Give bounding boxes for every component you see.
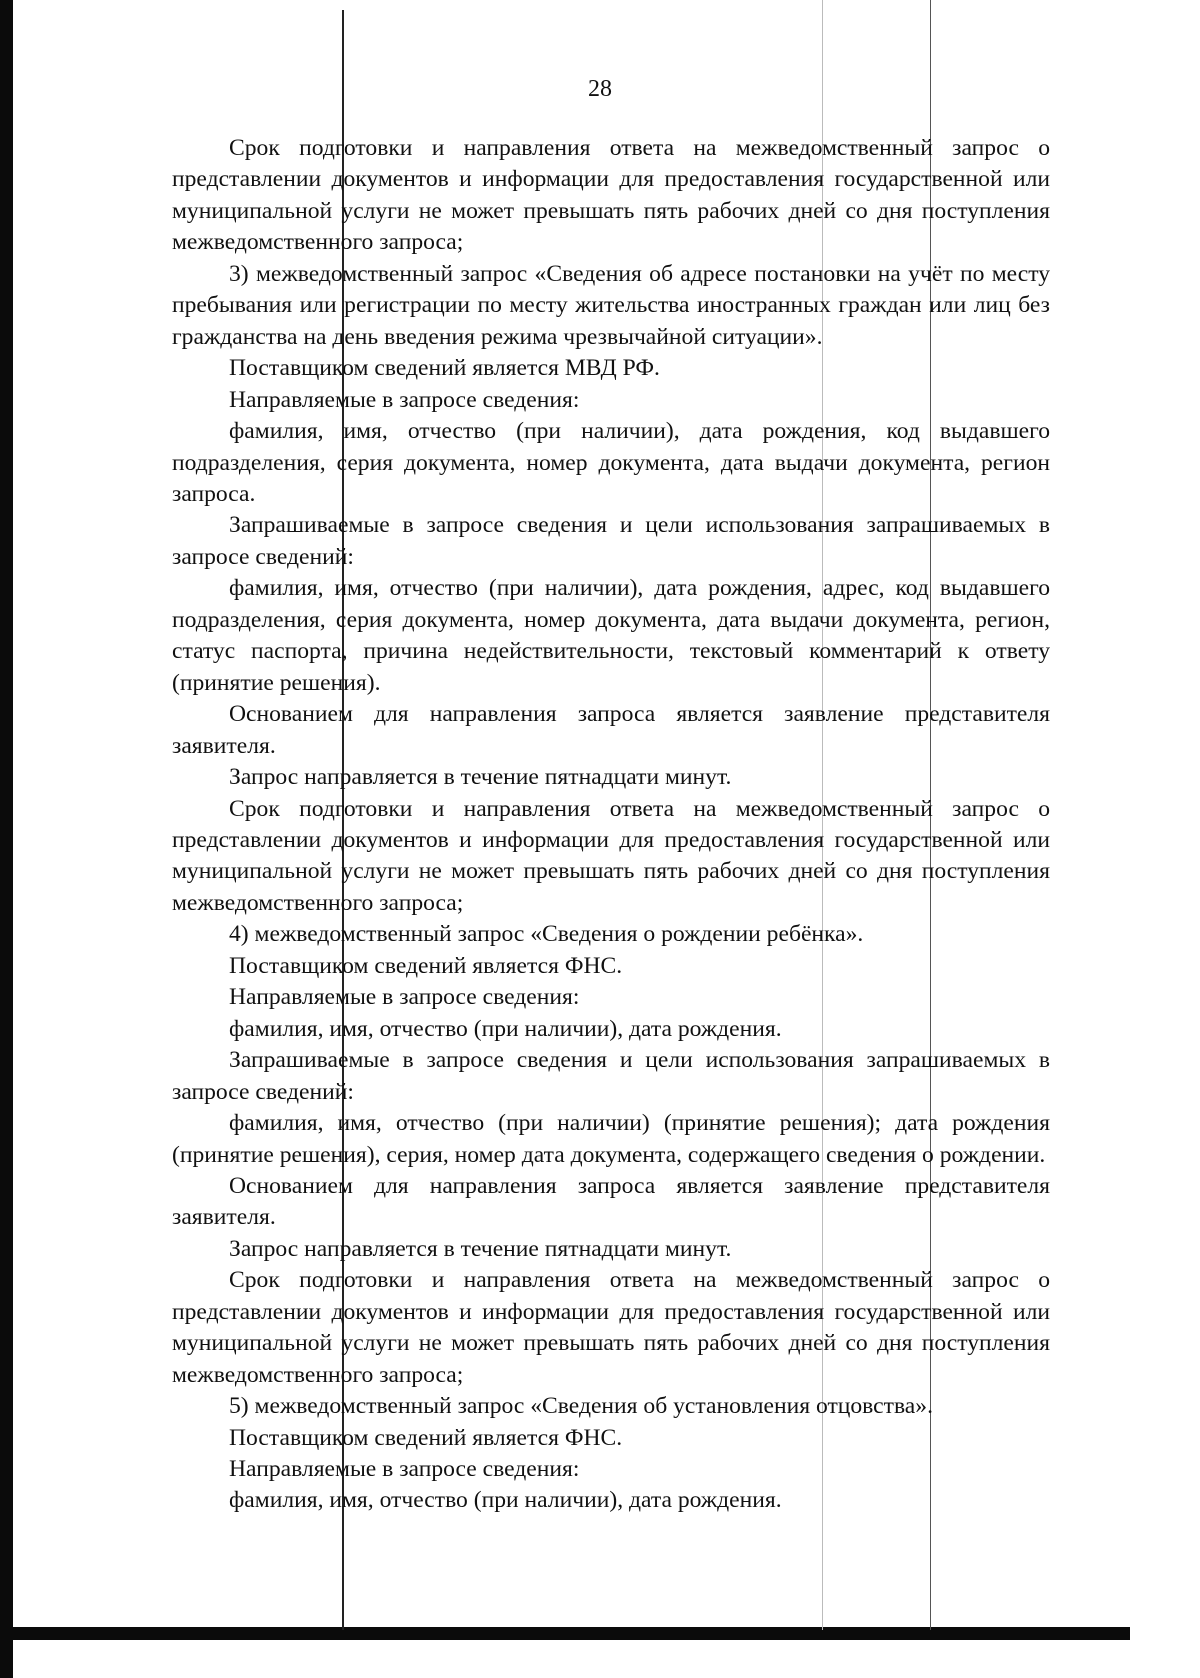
paragraph: Поставщиком сведений является ФНС. [229, 1424, 623, 1451]
paragraph: Срок подготовки и направления ответа на межведомственный запрос о представлении документов и информации для предоставления государственной или муниципальной услуги не может превышать пять рабочих дней со дня поступления межведомственного запроса; [172, 1267, 1050, 1388]
paragraph: Запрашиваемые в запросе сведения и цели использования запрашиваемых в запросе сведений: [172, 1047, 1050, 1105]
paragraph: Основанием для направления запроса является заявление представителя заявителя. [172, 701, 1050, 759]
paragraph: Запрос направляется в течение пятнадцати минут. [229, 764, 732, 791]
paragraph: Направляемые в запросе сведения: [229, 984, 580, 1011]
paragraph: 3) межведомственный запрос «Сведения об адресе постановки на учёт по месту пребывания или регистрации по месту жительства иностранных граждан или лиц без гражданства на день введения режима чрезвычайной ситуации». [172, 260, 1050, 350]
paragraph: Поставщиком сведений является МВД РФ. [229, 355, 660, 382]
scan-shadow-bottom-edge [0, 1627, 1130, 1640]
page-number: 28 [588, 76, 612, 102]
paragraph: фамилия, имя, отчество (при наличии), дата рождения, код выдавшего подразделения, серия документа, номер документа, дата выдачи документа, регион запроса. [172, 418, 1050, 507]
paragraph: фамилия, имя, отчество (при наличии), дата рождения, адрес, код выдавшего подразделения, серия документа, номер документа, дата выдачи документа, регион, статус паспорта, причина недействительности, текстовый комментарий к ответу (принятие решения). [172, 575, 1050, 696]
paragraph: фамилия, имя, отчество (при наличии), дата рождения. [229, 1487, 782, 1514]
paragraph: 4) межведомственный запрос «Сведения о рождении ребёнка». [229, 921, 864, 948]
paragraph: Направляемые в запросе сведения: [229, 386, 580, 413]
paragraph: Поставщиком сведений является ФНС. [229, 952, 623, 979]
paragraph: Запрашиваемые в запросе сведения и цели использования запрашиваемых в запросе сведений: [172, 512, 1050, 570]
scan-shadow-left-edge [0, 0, 13, 1678]
paragraph: фамилия, имя, отчество (при наличии) (принятие решения); дата рождения (принятие решения), серия, номер дата документа, содержащего сведения о рождении. [172, 1110, 1050, 1168]
paragraph: Запрос направляется в течение пятнадцати минут. [229, 1235, 732, 1262]
paragraph: Срок подготовки и направления ответа на межведомственный запрос о представлении документов и информации для предоставления государственной или муниципальной услуги не может превышать пять рабочих дней со дня поступления межведомственного запроса; [172, 795, 1050, 916]
paragraph: Направляемые в запросе сведения: [229, 1456, 580, 1483]
paragraph: Срок подготовки и направления ответа на межведомственный запрос о представлении документов и информации для предоставления государственной или муниципальной услуги не может превышать пять рабочих дней со дня поступления межведомственного запроса; [172, 135, 1050, 256]
paragraph: фамилия, имя, отчество (при наличии), дата рождения. [229, 1015, 782, 1042]
document-body [172, 133, 1050, 1517]
paragraph: 5) межведомственный запрос «Сведения об установления отцовства». [229, 1393, 933, 1420]
paragraph: Основанием для направления запроса является заявление представителя заявителя. [172, 1172, 1050, 1231]
